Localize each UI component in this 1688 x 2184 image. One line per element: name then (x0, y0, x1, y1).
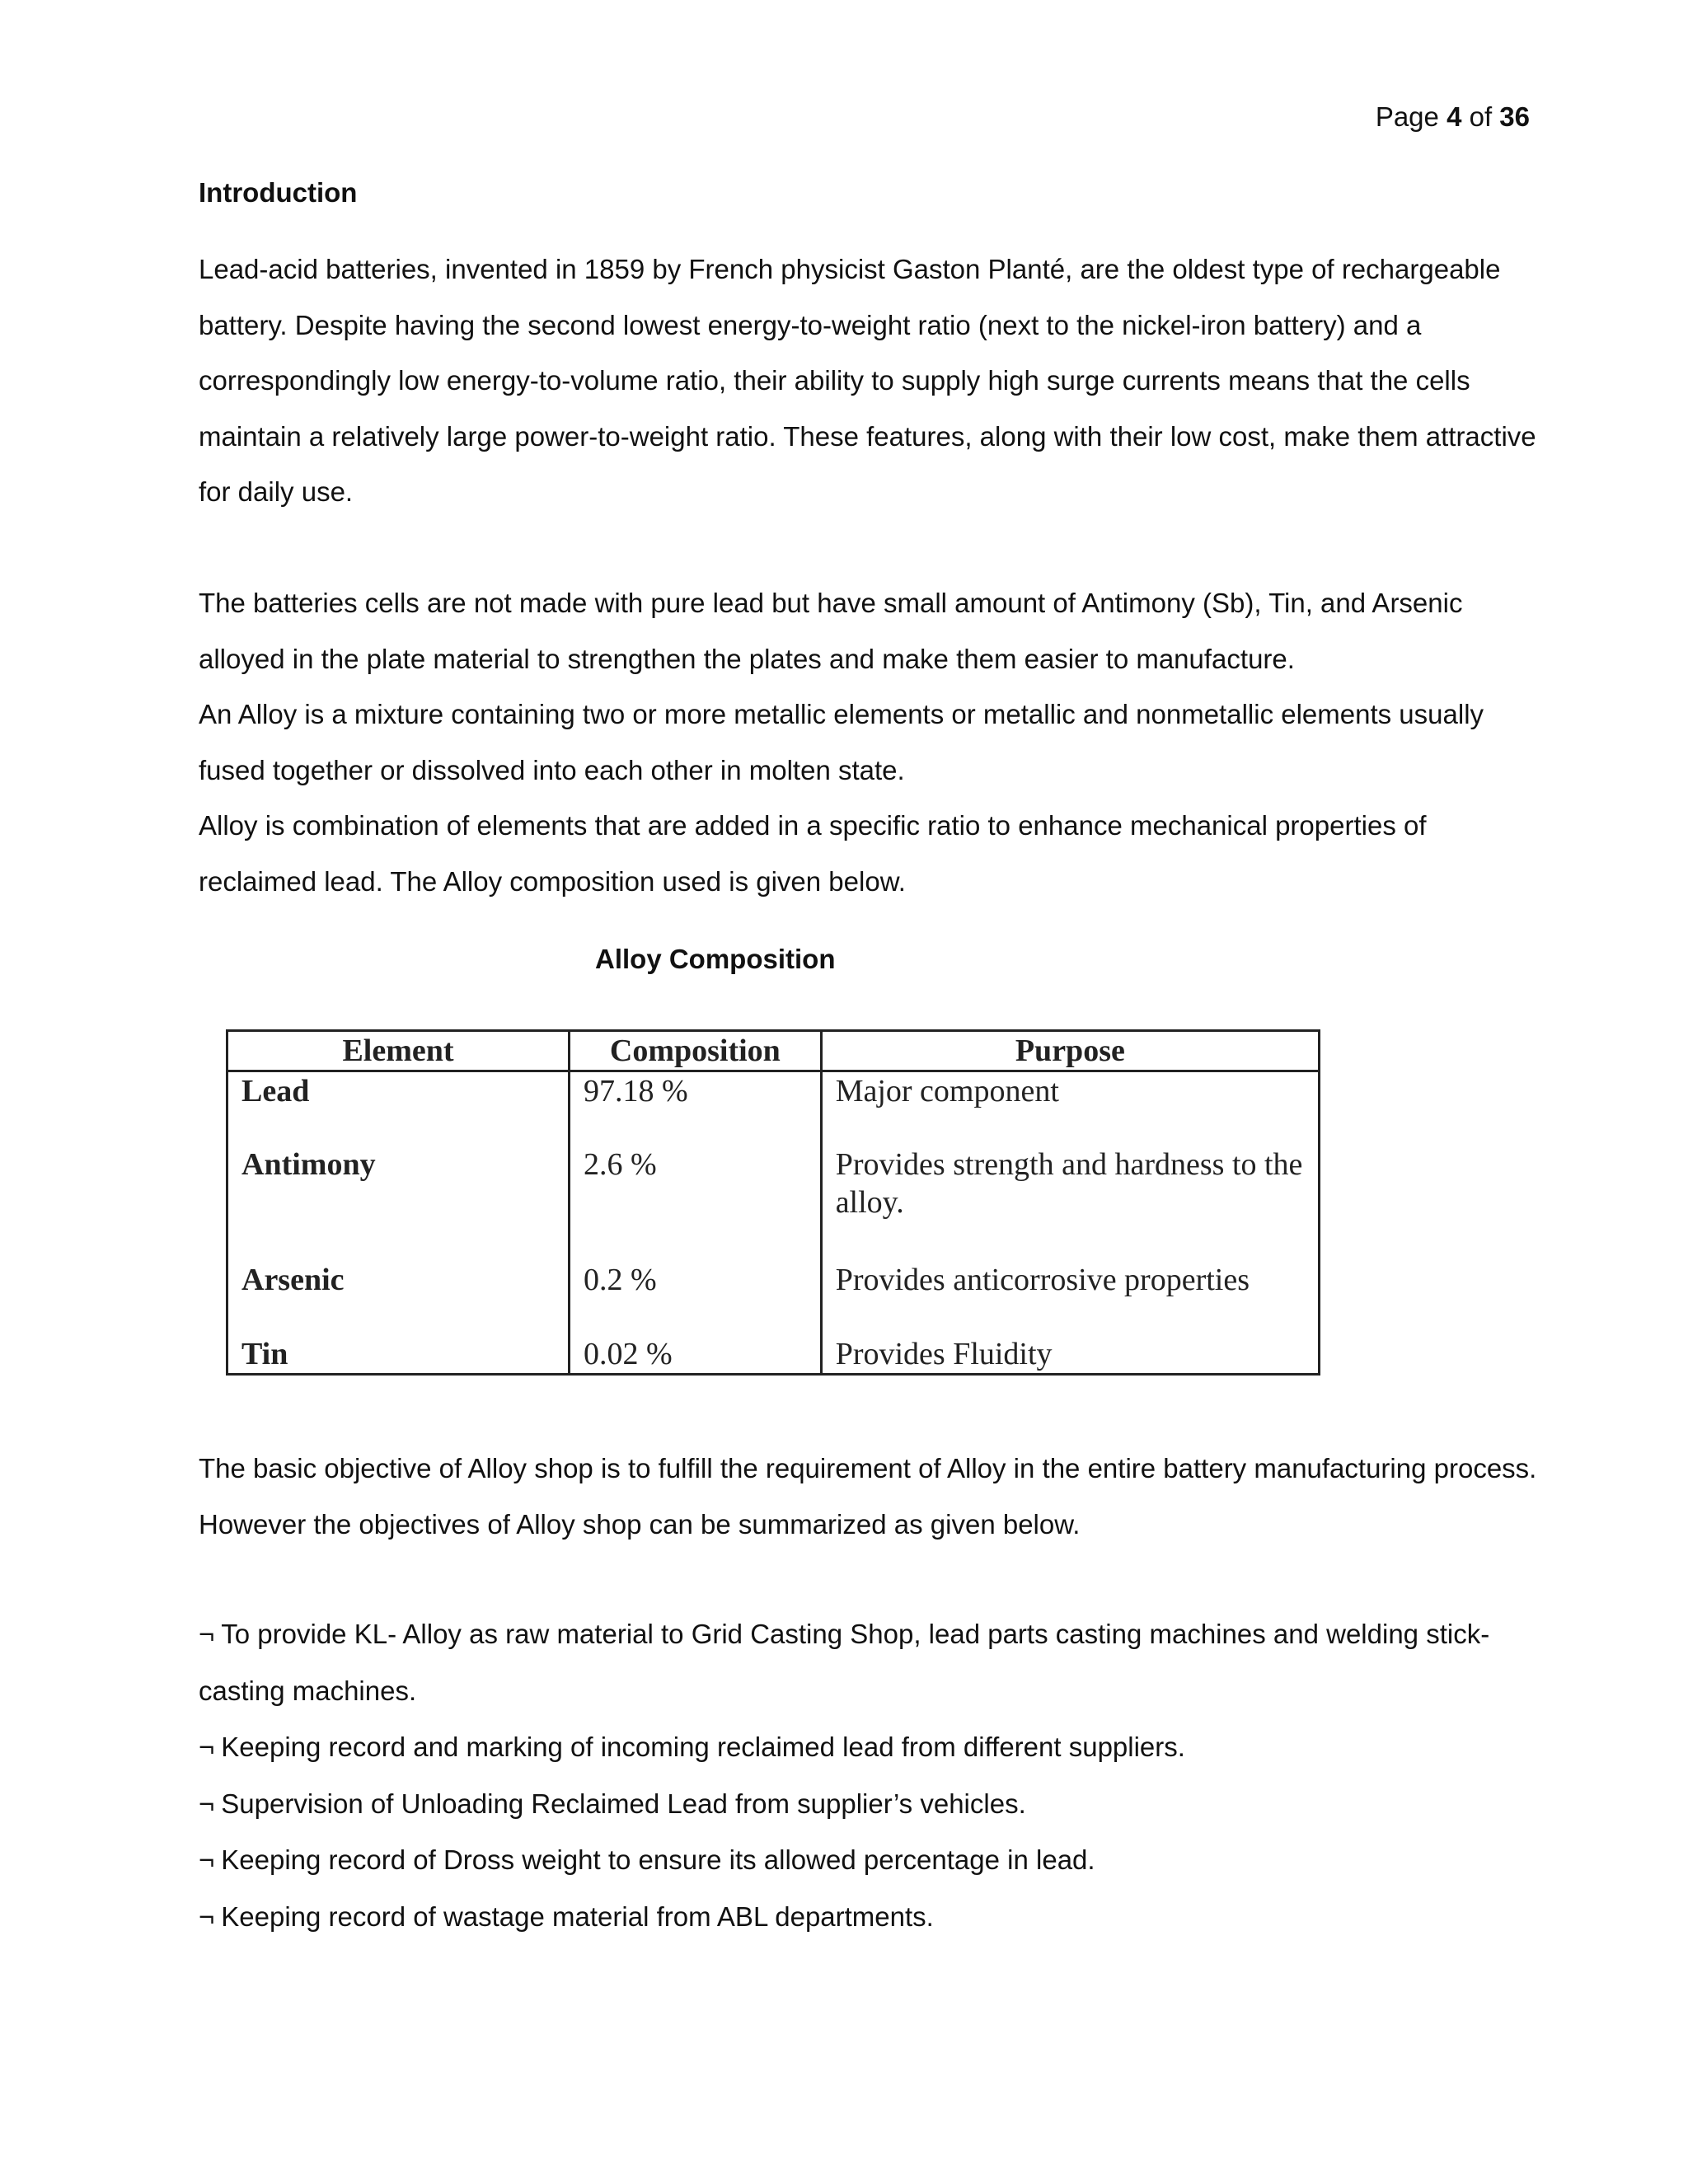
header-purpose: Purpose (821, 1031, 1319, 1071)
table-row (227, 1071, 1320, 1143)
cell-purpose: Major component (821, 1071, 1319, 1143)
page-number (1376, 97, 1530, 137)
cell-purpose: Provides strength and hardness to the alloy. (821, 1142, 1319, 1261)
list-item (199, 1606, 1550, 1719)
cell-composition: 0.2 % (569, 1261, 821, 1335)
list-item-text: Supervision of Unloading Reclaimed Lead from supplier’s vehicles. (221, 1788, 1026, 1819)
alloy-description-line: An Alloy is a mixture containing two or more metallic elements or metallic and nonmetallic elements usually fused together or dissolved into each other in molten state. (199, 699, 1484, 785)
cell-element: Lead (227, 1071, 570, 1143)
table-header-row (227, 1031, 1320, 1071)
alloy-description (199, 575, 1550, 910)
bullet-symbol: ¬ (199, 1619, 215, 1649)
bullet-symbol: ¬ (199, 1788, 215, 1819)
list-item-text: Keeping record of Dross weight to ensure its allowed percentage in lead. (221, 1844, 1095, 1875)
objectives-intro-text: The basic objective of Alloy shop is to fulfill the requirement of Alloy in the entire battery manufacturing process. However the objectives of Alloy shop can be summarized as given below. (199, 1453, 1537, 1540)
section-heading: Introduction (199, 177, 358, 208)
cell-purpose: Provides anticorrosive properties (821, 1261, 1319, 1335)
list-item-text: Keeping record and marking of incoming reclaimed lead from different suppliers. (221, 1732, 1185, 1762)
table-row (227, 1335, 1320, 1375)
objectives-intro (199, 1441, 1550, 1552)
bullet-symbol: ¬ (199, 1732, 215, 1762)
page-current: 4 (1447, 101, 1462, 132)
list-item (199, 1719, 1550, 1776)
list-item-text: To provide KL- Alloy as raw material to Grid Casting Shop, lead parts casting machines and welding stick-casting machines. (199, 1619, 1490, 1706)
cell-element: Tin (227, 1335, 570, 1375)
alloy-description-line: The batteries cells are not made with pure lead but have small amount of Antimony (Sb), Tin, and Arsenic alloyed in the plate material to strengthen the plates and make them easier to manufacture. (199, 588, 1463, 674)
list-item-text: Keeping record of wastage material from ABL departments. (221, 1900, 934, 1932)
cell-composition: 97.18 % (569, 1071, 821, 1143)
alloy-description-line: Alloy is combination of elements that are added in a specific ratio to enhance mechanical properties of reclaimed lead. The Alloy composition used is given below. (199, 810, 1427, 897)
page-total: 36 (1499, 101, 1530, 132)
intro-paragraph (199, 241, 1550, 520)
cell-composition: 2.6 % (569, 1142, 821, 1261)
cell-element: Antimony (227, 1142, 570, 1261)
cell-composition: 0.02 % (569, 1335, 821, 1375)
header-composition: Composition (569, 1031, 821, 1071)
bullet-symbol: ¬ (199, 1900, 215, 1932)
cell-element: Arsenic (227, 1261, 570, 1335)
cell-purpose: Provides Fluidity (821, 1335, 1319, 1375)
alloy-composition-table (226, 1029, 1320, 1376)
bullet-symbol: ¬ (199, 1844, 215, 1875)
page-label-prefix: Page (1375, 101, 1447, 132)
page-label-of: of (1461, 101, 1500, 132)
list-item (199, 1889, 1550, 1946)
table-title: Alloy Composition (595, 944, 836, 974)
list-item (199, 1832, 1550, 1889)
list-item (199, 1776, 1550, 1833)
objectives-list (199, 1606, 1550, 1945)
table-row (227, 1142, 1320, 1261)
intro-paragraph-text: Lead-acid batteries, invented in 1859 by French physicist Gaston Planté, are the oldest type of rechargeable battery. Despite having the second lowest energy-to-weight ratio (next to the nickel-iron battery) and a correspondingly low energy-to-volume ratio, their ability to supply high surge currents means that the cells maintain a relatively large power-to-weight ratio. These features, along with their low cost, make them attractive for daily use. (199, 254, 1536, 508)
table-row (227, 1261, 1320, 1335)
header-element: Element (227, 1031, 570, 1071)
